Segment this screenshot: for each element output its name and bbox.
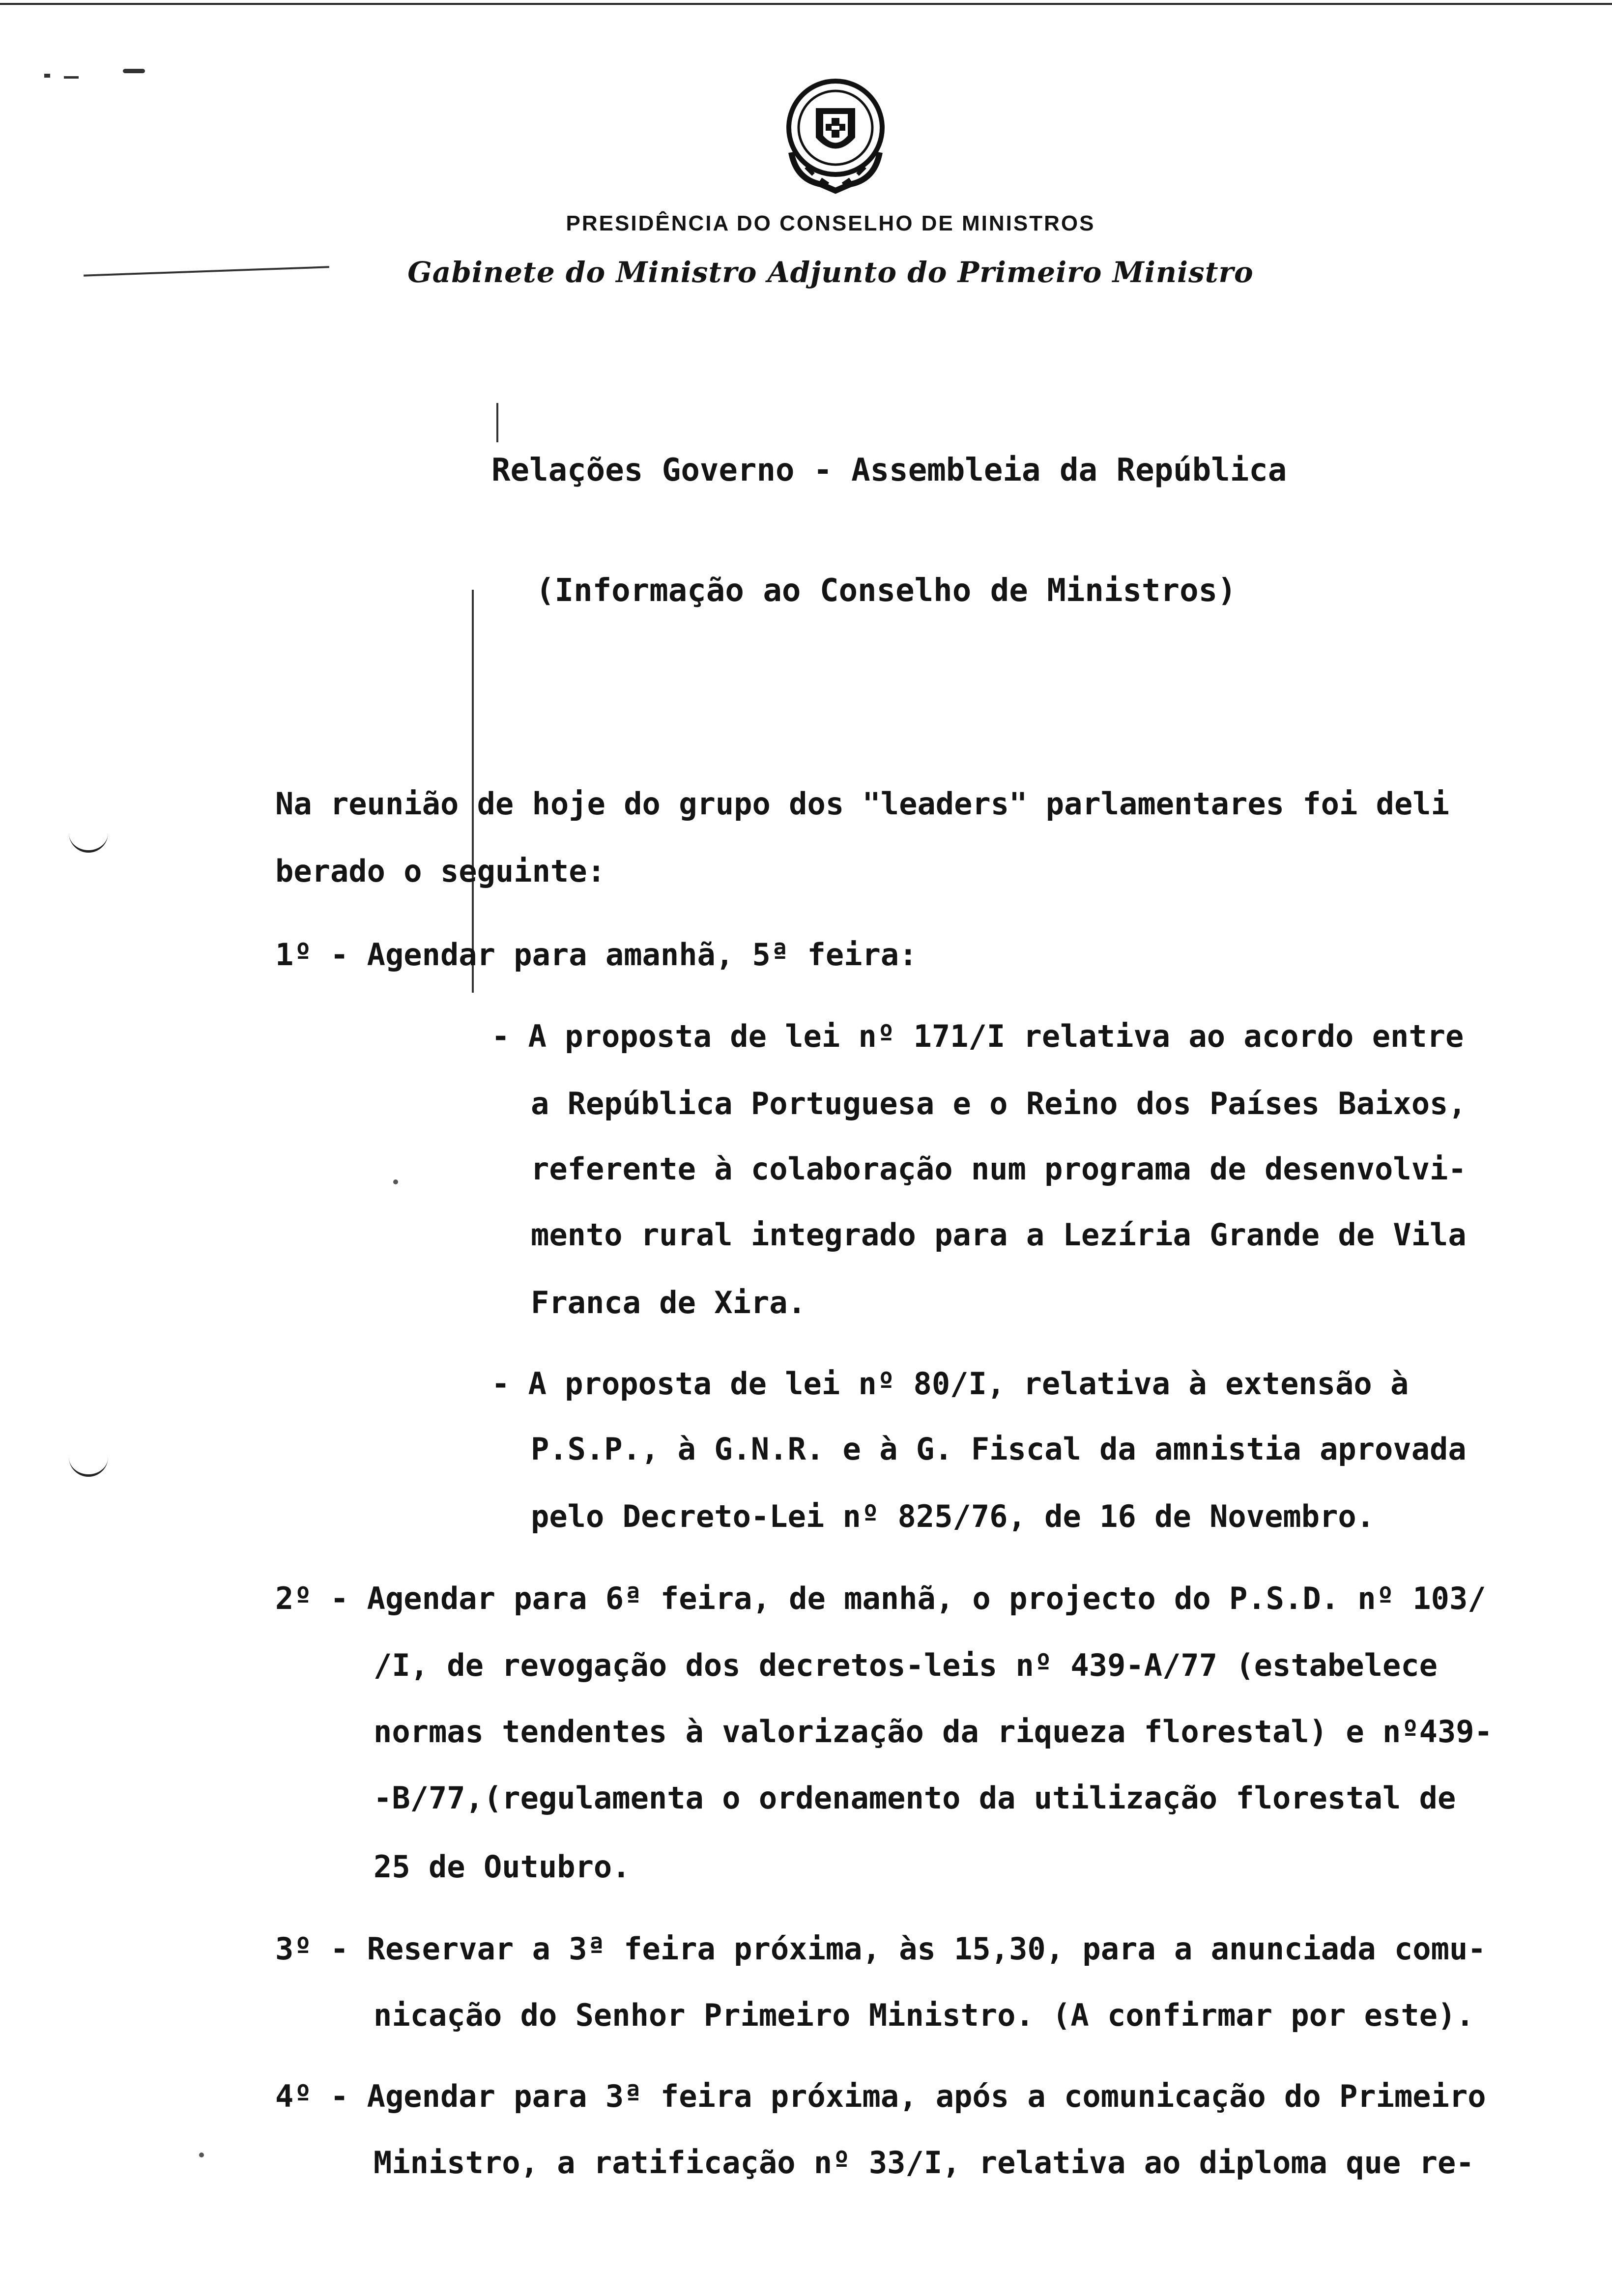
subitem-line: - A proposta de lei nº 171/I relativa ao acordo entre (491, 1018, 1464, 1054)
subitem-line: P.S.P., à G.N.R. e à G. Fiscal da amnistia aprovada (531, 1431, 1467, 1467)
subitem-line: Franca de Xira. (531, 1285, 806, 1320)
cabinet-subtitle: Gabinete do Ministro Adjunto do Primeiro Ministro (407, 256, 1254, 289)
agenda-item-line: normas tendentes à valorização da riqueza florestal) e nº439- (374, 1714, 1493, 1750)
scan-dot (199, 2152, 204, 2157)
agenda-item-2: 2º - Agendar para 6ª feira, de manhã, o projecto do P.S.D. nº 103/ (275, 1580, 1486, 1616)
document-subtitle: (Informação ao Conselho de Ministros) (536, 573, 1237, 609)
coat-of-arms-icon (777, 74, 894, 197)
top-border-line (0, 3, 1612, 5)
subitem-line: - A proposta de lei nº 80/I, relativa à extensão à (491, 1366, 1409, 1402)
intro-line: berado o seguinte: (275, 853, 605, 889)
agenda-item-3: 3º - Reservar a 3ª feira próxima, às 15,30, para a anunciada comu- (275, 1931, 1486, 1967)
document-title: Relações Governo - Assembleia da República (491, 452, 1287, 488)
margin-line (496, 403, 498, 442)
hole-punch-mark (69, 831, 108, 853)
intro-line: Na reunião de hoje do grupo dos "leaders" parlamentares foi deli (275, 786, 1449, 822)
agenda-item-1: 1º - Agendar para amanhã, 5ª feira: (275, 937, 918, 973)
scan-mark (44, 74, 50, 78)
office-title: PRESIDÊNCIA DO CONSELHO DE MINISTROS (566, 211, 1095, 235)
subitem-line: pelo Decreto-Lei nº 825/76, de 16 de Novembro. (531, 1498, 1375, 1534)
subitem-line: mento rural integrado para a Lezíria Grande de Vila (531, 1217, 1467, 1253)
scan-mark (84, 266, 329, 276)
agenda-item-line: Ministro, a ratificação nº 33/I, relativa ao diploma que re- (374, 2145, 1474, 2181)
scan-dot (393, 1179, 398, 1184)
hole-punch-mark (69, 1455, 108, 1477)
agenda-item-line: -B/77,(regulamenta o ordenamento da utilização florestal de (374, 1780, 1456, 1816)
agenda-item-line: 25 de Outubro. (374, 1849, 631, 1885)
agenda-item-line: nicação do Senhor Primeiro Ministro. (A confirmar por este). (374, 1997, 1474, 2033)
subitem-line: referente à colaboração num programa de desenvolvi- (531, 1151, 1467, 1187)
scan-mark (64, 76, 79, 79)
subitem-line: a República Portuguesa e o Reino dos Países Baixos, (531, 1086, 1467, 1121)
agenda-item-line: /I, de revogação dos decretos-leis nº 439-A/77 (estabelece (374, 1647, 1438, 1683)
agenda-item-4: 4º - Agendar para 3ª feira próxima, após a comunicação do Primeiro (275, 2078, 1486, 2114)
scan-mark (123, 69, 145, 73)
